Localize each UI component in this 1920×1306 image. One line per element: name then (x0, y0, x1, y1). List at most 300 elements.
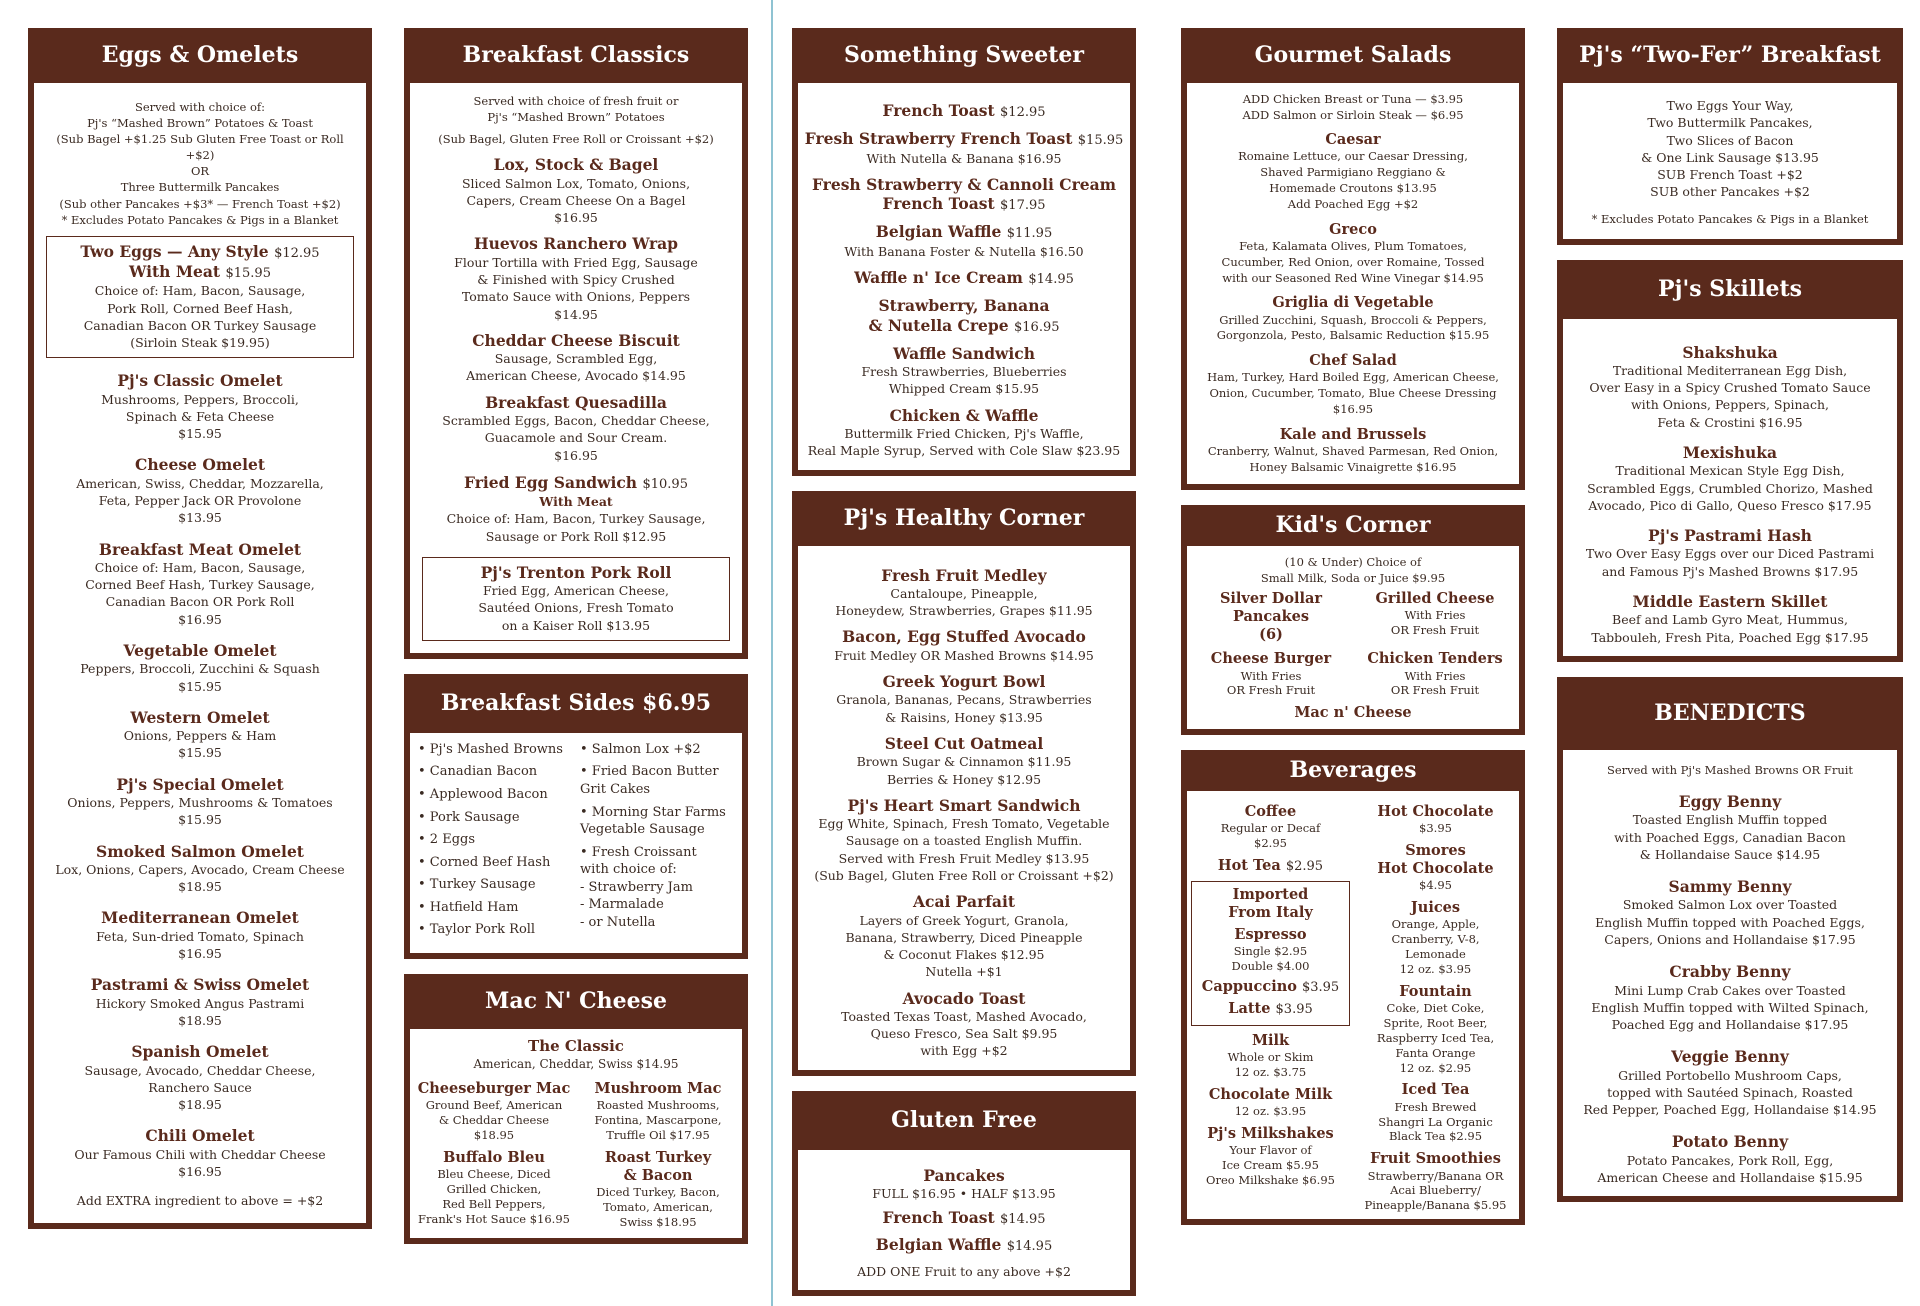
panel-body (1186, 545, 1520, 730)
item-name-text: Iced Tea (1401, 1081, 1470, 1099)
menu-item (580, 1149, 736, 1230)
panel-title: Something Sweeter (844, 42, 1084, 68)
desc-line: Egg White, Spinach, Fresh Tomato, Vegetable (818, 816, 1110, 832)
menu-item (1356, 1150, 1515, 1213)
desc-line: Sausage on a toasted English Muffin. (845, 833, 1083, 849)
desc-line: With Fries (1404, 608, 1466, 623)
item-price: $15.95 (225, 266, 271, 281)
desc-line: Choice of: Ham, Bacon, Turkey Sausage, (446, 511, 706, 527)
desc-line: With Fries (1404, 668, 1466, 683)
item-price: $12.95 (274, 245, 320, 261)
desc-line: Fruit Medley OR Mashed Browns $14.95 (834, 647, 1094, 663)
item-name-text: Veggie Benny (1671, 1047, 1789, 1067)
desc-line: Ground Beef, American (425, 1098, 563, 1113)
item-name (804, 222, 1124, 242)
item-name (804, 734, 1124, 753)
desc-line: SUB French Toast +$2 (1657, 167, 1803, 182)
side-item: • Corned Beef Hash (418, 854, 551, 870)
item-name (46, 842, 354, 861)
item-name-text: Cappuccino (1201, 978, 1297, 996)
item-name (1356, 842, 1515, 878)
desc-line: Capers, Cream Cheese On a Bagel (466, 192, 686, 208)
item-name: Chocolate Milk (1208, 1085, 1333, 1103)
item-name (804, 566, 1124, 585)
item-name-text: Fresh Strawberry & Cannoli Cream French Toast (811, 174, 1117, 214)
item-name-text: Chef Salad (1309, 352, 1397, 370)
menu-item (804, 268, 1124, 288)
item-name (1569, 443, 1891, 462)
beverages-panel (1181, 750, 1525, 1226)
intro-line: (Sub Bagel +$1.25 Sub Gluten Free Toast or Roll +$2) (56, 132, 344, 163)
desc-line: Choice of: Ham, Bacon, Sausage, (94, 559, 306, 575)
item-name-text: Cheddar Cheese Biscuit (472, 330, 680, 350)
desc-line: Sautéed Onions, Fresh Tomato (478, 600, 674, 616)
healthy-item-list (804, 566, 1124, 1060)
menu-item (1193, 131, 1513, 213)
desc-line: Tomato, American, (603, 1200, 713, 1215)
item-name: Mac n' Cheese (1294, 704, 1412, 722)
item-name (1569, 792, 1891, 811)
item-name (804, 101, 1124, 121)
panel-body (1562, 318, 1898, 657)
desc-line: Honey Balsamic Vinaigrette $16.95 (1249, 459, 1457, 474)
side-item: • Applewood Bacon (418, 787, 548, 802)
panel-body (409, 732, 743, 954)
classics-intro (422, 93, 730, 147)
panel-title: Breakfast Classics (462, 42, 690, 68)
menu-item (1193, 294, 1513, 344)
desc-line: Cantaloupe, Pineapple, (890, 585, 1038, 601)
menu-item (580, 1080, 736, 1143)
item-name (1569, 1047, 1891, 1066)
item-price: $16.95 (178, 1163, 222, 1179)
menu-item (804, 892, 1124, 980)
desc-line: Spinach & Feta Cheese (125, 408, 275, 424)
item-name: Pj's Trenton Pork Roll (480, 562, 672, 582)
desc-line: Canadian Bacon OR Turkey Sausage (83, 317, 317, 333)
bev-right (1356, 797, 1515, 1214)
menu-item (1193, 426, 1513, 476)
intro-line: Three Buttermilk Pancakes (120, 180, 280, 195)
desc-line: Two Slices of Bacon (1666, 132, 1794, 148)
desc-line: English Muffin topped with Poached Eggs, (1595, 914, 1865, 930)
desc-line: Feta & Crostini $16.95 (1657, 414, 1803, 430)
item-desc (55, 282, 345, 351)
desc-line: Hickory Smoked Angus Pastrami (95, 995, 305, 1011)
item-name-text: Steel Cut Oatmeal (884, 733, 1044, 753)
intro-line: * Excludes Potato Pancakes & Pigs in a Blanket (61, 212, 339, 227)
desc-line: With Banana Foster & Nutella $16.50 (844, 243, 1084, 259)
classics-item-list (422, 155, 730, 464)
desc-line: Raspberry Iced Tea, (1376, 1030, 1495, 1045)
menu-item (804, 129, 1124, 167)
item-name (804, 406, 1124, 425)
desc-line: Black Tea $2.95 (1388, 1129, 1483, 1144)
panel-title: Kid's Corner (1275, 511, 1431, 538)
desc-line: Brown Sugar & Cinnamon $11.95 (856, 754, 1072, 770)
item-name (1569, 1132, 1891, 1151)
item-name (46, 540, 354, 559)
item-name (1569, 592, 1891, 611)
item-name (804, 796, 1124, 815)
menu-item (1356, 803, 1515, 836)
item-name-text: Pancakes (923, 1165, 1005, 1185)
item-name (804, 1208, 1124, 1228)
desc-line: Whole or Skim (1227, 1049, 1314, 1064)
desc-line: Our Famous Chili with Cheddar Cheese (74, 1146, 326, 1162)
panel-body (409, 1028, 743, 1239)
item-name-text: Greek Yogurt Bowl (882, 672, 1046, 691)
eggs-item-list (46, 371, 354, 1180)
item-name (1193, 426, 1513, 444)
item-name (46, 455, 354, 474)
desc-line: Romaine Lettuce, our Caesar Dressing, (1238, 149, 1468, 164)
desc-line: Real Maple Syrup, Served with Cole Slaw $23.95 (807, 443, 1121, 459)
gluten-free-panel (792, 1091, 1136, 1296)
item-name (46, 371, 354, 390)
desc-line: with Poached Eggs, Canadian Bacon (1614, 829, 1846, 845)
item-name-text: Fresh Strawberry French Toast (804, 129, 1073, 149)
desc-line: Sausage, Avocado, Cheddar Cheese, (84, 1062, 316, 1078)
desc-line: Cranberry, V-8, (1391, 931, 1480, 946)
item-name (1193, 352, 1513, 370)
item-name-text: Cheeseburger Mac (417, 1080, 571, 1098)
item-name-text: Pj's Classic Omelet (117, 371, 283, 391)
desc-line: Traditional Mexican Style Egg Dish, (1615, 463, 1845, 479)
menu-item (1357, 590, 1513, 644)
item-name-text: Latte (1228, 1000, 1271, 1018)
desc-line: Regular or Decaf (1220, 820, 1321, 835)
desc-line: with Onions, Peppers, Spinach, (1630, 397, 1830, 413)
item-price: $12.95 (1000, 105, 1046, 120)
item-price: $15.95 (1077, 133, 1124, 149)
item-name-text: With Meat (129, 262, 221, 281)
desc-line: Diced Turkey, Bacon, (596, 1185, 720, 1200)
item-name-text: Juices (1410, 898, 1461, 916)
side-item: • Fresh Croissant with choice of: - Strawberry Jam - Marmalade - or Nutella (580, 844, 697, 930)
item-name: Espresso (1234, 926, 1307, 944)
item-name-text: Grilled Cheese (1375, 590, 1495, 608)
menu-item (422, 331, 730, 385)
desc-line: Pineapple/Banana $5.95 (1364, 1198, 1507, 1213)
item-name (804, 627, 1124, 646)
intro-line: Served with choice of: (134, 100, 266, 114)
side-item: • Hatfield Ham (418, 899, 519, 915)
kids-intro (1193, 554, 1513, 586)
desc-line: Lemonade (1405, 946, 1466, 961)
item-price: $2.95 (1285, 858, 1324, 874)
desc-line: Choice of: Ham, Bacon, Sausage, (94, 283, 306, 299)
item-name (1569, 526, 1891, 545)
item-name-text: Belgian Waffle (875, 1234, 1002, 1254)
desc-line: Two Over Easy Eggs over our Diced Pastrami (1585, 546, 1875, 562)
menu-item (46, 641, 354, 695)
item-name-text: Waffle Sandwich (893, 343, 1035, 363)
menu-item (46, 775, 354, 829)
desc-line: OR Fresh Fruit (1226, 683, 1316, 698)
item-name (580, 1149, 736, 1185)
item-price: $18.95 (178, 1012, 222, 1028)
desc-line: & Cheddar Cheese (438, 1113, 550, 1128)
breakfast-sides-panel (404, 674, 748, 959)
desc-line: 12 oz. $3.95 (1399, 961, 1472, 976)
item-name (416, 1149, 572, 1167)
desc-line: American, Swiss, Cheddar, Mozzarella, (76, 475, 324, 491)
desc-line: Bleu Cheese, Diced (437, 1167, 551, 1182)
desc-line: Ham, Turkey, Hard Boiled Egg, American Cheese, (1207, 370, 1499, 385)
menu-item (46, 540, 354, 628)
desc-line: Add Poached Egg +$2 (1287, 196, 1419, 211)
sides-right (580, 741, 734, 944)
desc-line: English Muffin topped with Wilted Spinach, (1591, 999, 1869, 1015)
menu-item (804, 222, 1124, 260)
desc-line: Red Bell Peppers, (442, 1197, 546, 1212)
desc-line: Sliced Salmon Lox, Tomato, Onions, (461, 175, 691, 191)
column-2 (404, 28, 748, 1259)
item-name-text: Lox, Stock & Bagel (493, 155, 659, 175)
item-name-text: Kale and Brussels (1279, 426, 1427, 443)
eggs-intro (46, 99, 354, 228)
desc-line: Whipped Cream $15.95 (888, 381, 1040, 397)
menu-item (416, 1080, 572, 1143)
desc-line: Poached Egg and Hollandaise $17.95 (1611, 1017, 1849, 1033)
item-name (46, 975, 354, 994)
item-name: Pj's Milkshakes (1207, 1124, 1334, 1142)
desc-line: $2.95 (1254, 835, 1287, 850)
item-name-text: Shakshuka (1682, 342, 1778, 362)
mac-grid (416, 1080, 736, 1230)
menu-item (46, 842, 354, 896)
menu-item (804, 566, 1124, 620)
desc-line: with our Seasoned Red Wine Vinegar $14.95 (1222, 270, 1484, 285)
desc-line: Acai Blueberry/ (1390, 1183, 1481, 1198)
column-1 (28, 28, 372, 1244)
desc-line: Ice Cream $5.95 (1222, 1157, 1319, 1172)
item-name (804, 175, 1124, 215)
item-name (46, 641, 354, 660)
item-name (1569, 962, 1891, 981)
menu-item (1191, 803, 1350, 851)
menu-item (422, 155, 730, 226)
desc-line: Nutella +$1 (925, 964, 1003, 980)
menu-item (416, 1149, 572, 1230)
item-name-text: Acai Parfait (913, 892, 1015, 912)
item-name (804, 989, 1124, 1008)
desc-line: Scrambled Eggs, Bacon, Cheddar Cheese, (442, 413, 710, 429)
menu-item (1191, 857, 1350, 875)
twofer-note: * Excludes Potato Pancakes & Pigs in a Blanket (1591, 211, 1869, 226)
menu-item (1569, 526, 1891, 580)
item-name (46, 708, 354, 727)
menu-item (1356, 842, 1515, 893)
item-name-text: Breakfast Meat Omelet (98, 539, 302, 559)
something-sweeter-panel (792, 28, 1136, 476)
item-price: $11.95 (1006, 226, 1053, 242)
healthy-corner-panel (792, 491, 1136, 1076)
skillets-panel (1557, 260, 1903, 662)
menu-item (1191, 1125, 1350, 1188)
desc-line: Banana, Strawberry, Diced Pineapple (845, 929, 1083, 945)
item-name-text: Smoked Salmon Omelet (96, 841, 304, 861)
item-name-text: Griglia di Vegetable (1272, 294, 1434, 312)
side-item: • Canadian Bacon (418, 764, 538, 780)
benedicts-intro: Served with Pj's Mashed Browns OR Fruit (1606, 762, 1854, 777)
menu-item (804, 296, 1124, 336)
item-name-text: Cheese Burger (1210, 650, 1332, 668)
desc-line: Potato Pancakes, Pork Roll, Egg, (1626, 1152, 1834, 1168)
desc-line: Gorgonzola, Pesto, Balsamic Reduction $15.95 (1216, 328, 1490, 343)
item-name (1196, 1000, 1345, 1018)
menu-item (804, 406, 1124, 460)
menu-item (1569, 443, 1891, 514)
desc-line: Your Flavor of (1229, 1142, 1312, 1157)
intro-line: Pj's “Mashed Brown” Potatoes (487, 110, 665, 125)
desc-line: Strawberry/Banana OR (1367, 1168, 1504, 1183)
item-name (1356, 1081, 1515, 1099)
desc-line: Sausage or Pork Roll $12.95 (485, 528, 667, 544)
desc-line: Fresh Brewed (1394, 1099, 1477, 1114)
item-name-text: Caesar (1325, 131, 1381, 149)
panel-body (409, 82, 743, 654)
desc-line: Grilled Chicken, (446, 1182, 542, 1197)
panel-title: Gluten Free (891, 1106, 1037, 1133)
item-price: $14.95 (1000, 1212, 1046, 1228)
desc-line: American Cheese and Hollandaise $15.95 (1597, 1170, 1863, 1186)
menu-item (46, 1126, 354, 1180)
desc-line: Roasted Mushrooms, (596, 1098, 720, 1113)
desc-line: (Sub Bagel, Gluten Free Roll or Croissant +$2) (814, 867, 1114, 883)
item-name (1356, 983, 1515, 1001)
item-name (46, 1042, 354, 1061)
item-name-text: French Toast (882, 101, 995, 120)
menu-item (1193, 650, 1349, 698)
desc-line: Tomato Sauce with Onions, Peppers (461, 289, 691, 305)
menu-item (422, 473, 730, 545)
item-name (1196, 978, 1345, 996)
desc-line: Pork Roll, Corned Beef Hash, (107, 300, 293, 316)
desc-line: Feta, Pepper Jack OR Provolone (98, 493, 302, 508)
desc-line: Lox, Onions, Capers, Avocado, Cream Cheese (55, 861, 345, 877)
item-price: $15.95 (178, 678, 222, 694)
item-price: $16.95 (1014, 319, 1060, 335)
item-name (804, 296, 1124, 336)
item-name-text: Avocado Toast (902, 988, 1026, 1008)
item-name-text: Pj's Special Omelet (116, 774, 284, 794)
item-name-text: Pj's Heart Smart Sandwich (847, 795, 1081, 815)
menu-item (1193, 590, 1349, 644)
item-name-text: Western Omelet (130, 707, 270, 727)
column-4 (1181, 28, 1525, 1240)
desc-line: OR Fresh Fruit (1390, 623, 1480, 638)
desc-line: Corned Beef Hash, Turkey Sausage, (85, 577, 315, 593)
intro-line: ADD Chicken Breast or Tuna — $3.95 (1242, 92, 1464, 106)
desc-line: Coke, Diet Coke, (1386, 1000, 1485, 1015)
item-price: $3.95 (1275, 1002, 1313, 1018)
benedicts-panel (1557, 677, 1903, 1202)
desc-line: Grilled Zucchini, Squash, Broccoli & Peppers, (1219, 312, 1487, 327)
sweeter-item-list (804, 101, 1124, 460)
panel-body (1562, 82, 1898, 240)
intro-line: Served with choice of fresh fruit or (473, 94, 679, 108)
menu-item (804, 175, 1124, 215)
desc-line: & One Link Sausage $13.95 (1641, 149, 1819, 165)
menu-item (1193, 352, 1513, 418)
item-price: $14.95 (554, 306, 598, 322)
item-name-text: Fountain (1399, 982, 1472, 1000)
desc-line: Cucumber, Red Onion, over Romaine, Tossed (1221, 254, 1485, 269)
desc-line: OR Fresh Fruit (1390, 683, 1480, 698)
item-name-text: Waffle n' Ice Cream (854, 267, 1023, 287)
menu-item (1356, 1081, 1515, 1144)
desc-line: Onions, Peppers, Mushrooms & Tomatoes (67, 795, 333, 810)
menu-item (1356, 899, 1515, 977)
side-item: • Morning Star Farms Vegetable Sausage (580, 804, 726, 838)
desc-line: Queso Fresco, Sea Salt $9.95 (870, 1026, 1058, 1042)
desc-line: & Raisins, Honey $13.95 (885, 709, 1043, 725)
desc-line: Feta, Kalamata Olives, Plum Tomatoes, (1239, 238, 1467, 253)
desc-line: Sausage, Scrambled Egg, (494, 351, 658, 367)
menu-item (1569, 1132, 1891, 1186)
desc-line: Feta, Sun-dried Tomato, Spinach (96, 928, 304, 944)
item-name (580, 1080, 736, 1098)
item-name: Coffee (1244, 802, 1297, 820)
item-name: The Classic (528, 1036, 624, 1055)
item-name-text: Fresh Fruit Medley (881, 565, 1047, 585)
desc-line: Guacamole and Sour Cream. (484, 430, 668, 446)
desc-line: Homemade Croutons $13.95 (1269, 181, 1437, 196)
item-price: $16.95 (178, 946, 222, 961)
item-name (55, 262, 345, 282)
item-name-text: Smores Hot Chocolate (1377, 841, 1494, 877)
panel-title: Gourmet Salads (1254, 42, 1452, 68)
menu-item (804, 101, 1124, 121)
panel-title: Mac N' Cheese (484, 987, 668, 1014)
item-name (804, 672, 1124, 691)
panel-body (1562, 749, 1898, 1197)
item-name (804, 1235, 1124, 1255)
item-name (1356, 1150, 1515, 1168)
desc-line: Buttermilk Fried Chicken, Pj's Waffle, (844, 426, 1084, 441)
side-item: • 2 Eggs (418, 832, 476, 848)
item-name-text: Belgian Waffle (875, 222, 1002, 242)
side-item: • Salmon Lox +$2 (580, 741, 701, 757)
desc-line: Swiss $18.95 (619, 1215, 697, 1230)
eggs-footer: Add EXTRA ingredient to above = +$2 (76, 1193, 324, 1209)
item-name (804, 268, 1124, 288)
item-name-text: Mexishuka (1682, 442, 1778, 462)
item-name-text: Potato Benny (1671, 1132, 1789, 1152)
desc-line: Onion, Cucumber, Tomato, Blue Cheese Dressing (1209, 386, 1497, 401)
intro-line: (10 & Under) Choice of (1284, 554, 1422, 569)
desc-line: Two Buttermilk Pancakes, (1647, 115, 1813, 131)
item-name-text: Eggy Benny (1678, 791, 1782, 811)
desc-line: Honeydew, Strawberries, Grapes $11.95 (835, 603, 1093, 619)
desc-line: $16.95 (1332, 402, 1374, 417)
eggs-omelets-panel (28, 28, 372, 1229)
desc-line: with Egg +$2 (920, 1043, 1008, 1059)
menu-item (422, 393, 730, 464)
item-price: $14.95 (1006, 1238, 1053, 1254)
item-price: $16.95 (178, 611, 222, 627)
menu-item (804, 796, 1124, 884)
desc-line: Served with Fresh Fruit Medley $13.95 (838, 850, 1090, 866)
item-name-text: Pj's Pastrami Hash (1648, 526, 1812, 546)
item-name-text: Strawberry, Banana & Nutella Crepe (868, 296, 1050, 335)
item-name (1569, 343, 1891, 362)
item-name (1356, 803, 1515, 821)
trenton-box (422, 557, 730, 641)
desc-line: Shaved Parmigiano Reggiano & (1260, 165, 1446, 180)
